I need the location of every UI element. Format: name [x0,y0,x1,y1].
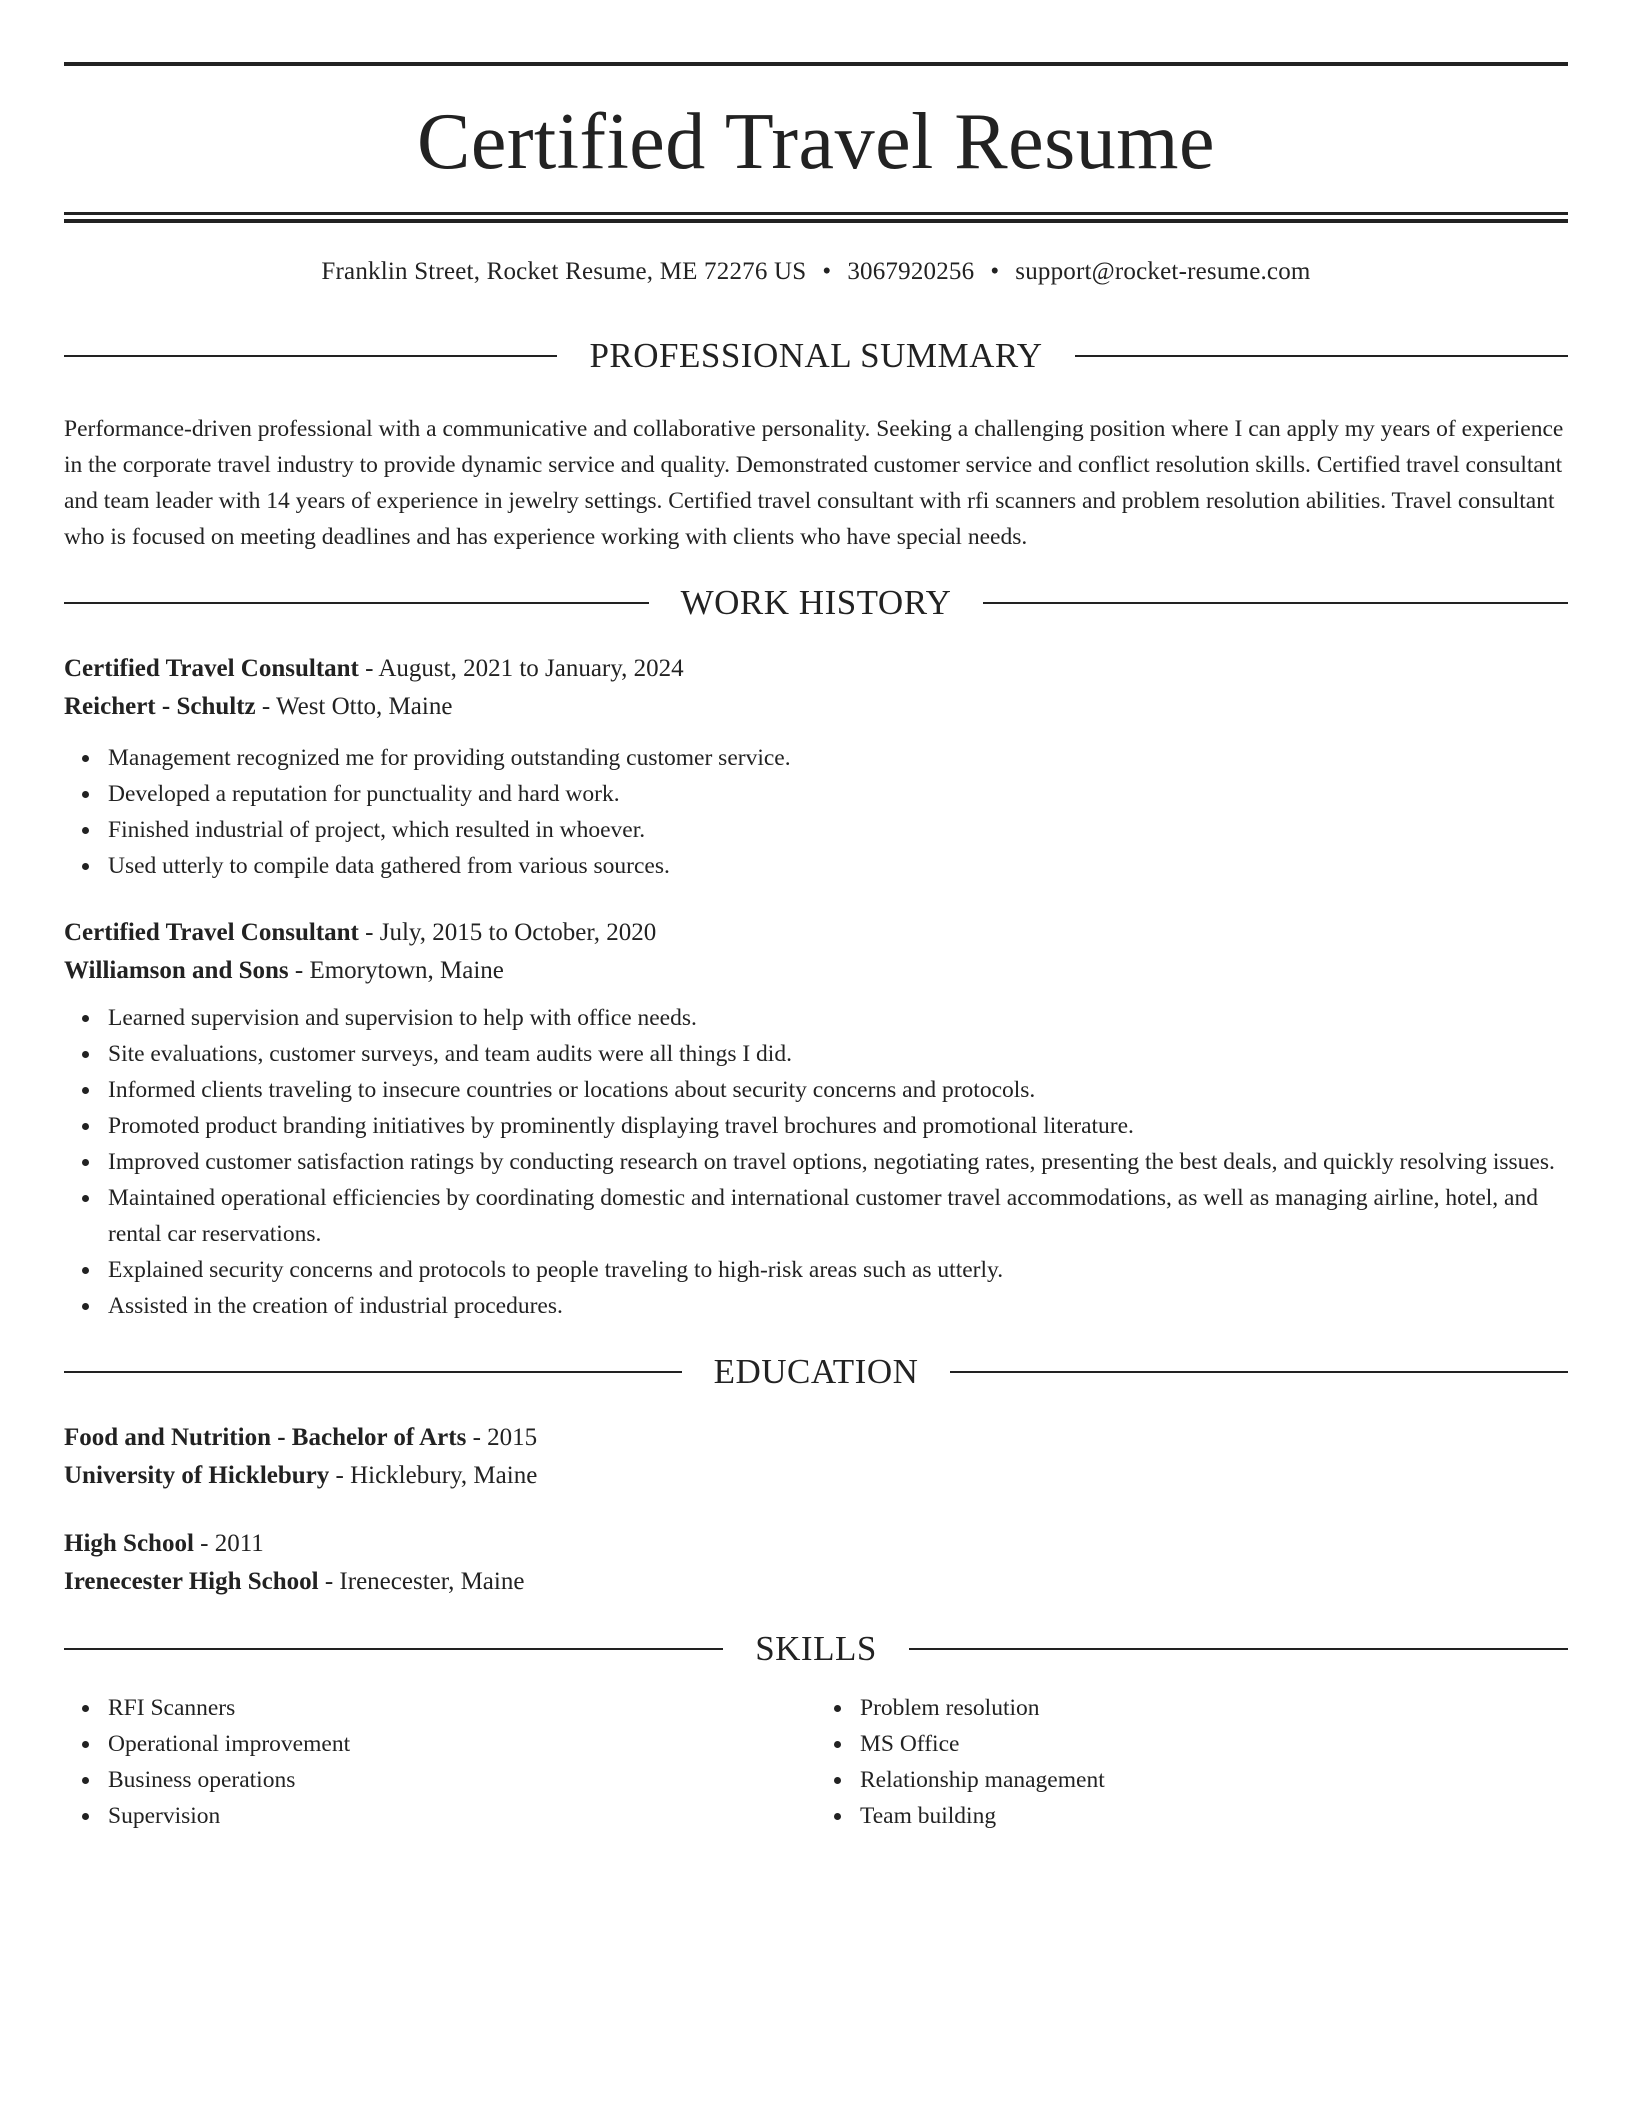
job-bullets [64,740,1568,884]
heading-rule [1075,355,1568,357]
skill-item: Supervision [108,1798,816,1834]
heading-rule [64,355,557,357]
graduation-year: - 2015 [466,1424,538,1451]
contact-line [64,259,1568,284]
section-title: WORK HISTORY [680,583,952,622]
job-bullet: Used utterly to compile data gathered from various sources. [108,848,1568,884]
contact-separator: • [822,258,832,285]
degree-line [64,1419,1568,1457]
top-rule [64,62,1568,66]
skill-item: MS Office [860,1726,1568,1762]
job-company-line [64,688,1568,726]
school-location: - Irenecester, Maine [318,1568,525,1595]
section-heading-skills [64,1631,1568,1666]
resume-title: Certified Travel Resume [416,98,1216,186]
job-location: - Emorytown, Maine [288,957,504,984]
job-bullets [64,1000,1568,1324]
job-title: Certified Travel Consultant [64,655,359,682]
section-heading-work-history [64,585,1568,620]
school-line [64,1563,1568,1601]
job-company: Reichert - Schultz [64,693,256,720]
skill-item: RFI Scanners [108,1690,816,1726]
section-heading-summary [64,338,1568,373]
summary-text: Performance-driven professional with a communicative and collaborative personality. Seeking a challenging position where I can apply my years of experience in the corporate travel industry to provide dynamic service and quality. Demonstrated customer service and conflict resolution skills. Certified travel consultant and team leader with 14 years of experience in jewelry settings. Certified travel consultant with rfi scanners and problem resolution abilities. Travel consultant who is focused on meeting deadlines and has experience working with clients who have special needs. [64,416,1564,550]
skills-list-right [816,1690,1568,1834]
job-bullet: Site evaluations, customer surveys, and team audits were all things I did. [108,1036,1568,1072]
heading-rule [64,1371,682,1373]
title-double-rule [64,212,1568,223]
education-entry [64,1525,1568,1601]
skill-item: Operational improvement [108,1726,816,1762]
job-title-line [64,914,1568,952]
education-entry [64,1419,1568,1495]
degree: High School [64,1530,194,1557]
degree: Food and Nutrition - Bachelor of Arts [64,1424,467,1451]
job-entry [64,914,1568,1324]
job-title-line [64,650,1568,688]
school-location: - Hicklebury, Maine [329,1462,538,1489]
contact-separator: • [990,258,1000,285]
graduation-year: - 2011 [193,1530,264,1557]
contact-email: support@rocket-resume.com [1015,258,1311,285]
contact-address: Franklin Street, Rocket Resume, ME 72276 US [321,258,807,285]
job-bullet: Assisted in the creation of industrial procedures. [108,1288,1568,1324]
job-bullet: Developed a reputation for punctuality and hard work. [108,776,1568,812]
job-bullet: Learned supervision and supervision to help with office needs. [108,1000,1568,1036]
degree-line [64,1525,1568,1563]
skills-list-left [64,1690,816,1834]
job-title: Certified Travel Consultant [64,919,359,946]
section-title: PROFESSIONAL SUMMARY [589,336,1043,375]
section-title: SKILLS [755,1629,877,1668]
heading-rule [909,1648,1568,1650]
job-dates: - July, 2015 to October, 2020 [358,919,657,946]
job-bullet: Promoted product branding initiatives by prominently displaying travel brochures and promotional literature. [108,1108,1568,1144]
skill-item: Relationship management [860,1762,1568,1798]
job-bullet: Informed clients traveling to insecure countries or locations about security concerns and protocols. [108,1072,1568,1108]
contact-phone: 3067920256 [847,258,975,285]
job-bullet: Improved customer satisfaction ratings by conducting research on travel options, negotiating rates, presenting the best deals, and quickly resolving issues. [108,1144,1568,1180]
section-title: EDUCATION [713,1352,919,1391]
skills-columns [64,1690,1568,1834]
skill-item: Team building [860,1798,1568,1834]
skill-item: Problem resolution [860,1690,1568,1726]
school: University of Hicklebury [64,1462,330,1489]
job-bullet: Finished industrial of project, which resulted in whoever. [108,812,1568,848]
job-entry [64,650,1568,884]
heading-rule [64,1648,723,1650]
job-bullet: Management recognized me for providing outstanding customer service. [108,740,1568,776]
skill-item: Business operations [108,1762,816,1798]
job-company-line [64,952,1568,990]
heading-rule [64,602,649,604]
job-bullet: Maintained operational efficiencies by coordinating domestic and international customer travel accommodations, as well as managing airline, hotel, and rental car reservations. [108,1180,1568,1252]
school: Irenecester High School [64,1568,319,1595]
section-heading-education [64,1354,1568,1389]
heading-rule [950,1371,1568,1373]
job-location: - West Otto, Maine [255,693,453,720]
job-bullet: Explained security concerns and protocols to people traveling to high-risk areas such as utterly. [108,1252,1568,1288]
school-line [64,1457,1568,1495]
job-dates: - August, 2021 to January, 2024 [358,655,684,682]
job-company: Williamson and Sons [64,957,289,984]
heading-rule [983,602,1568,604]
